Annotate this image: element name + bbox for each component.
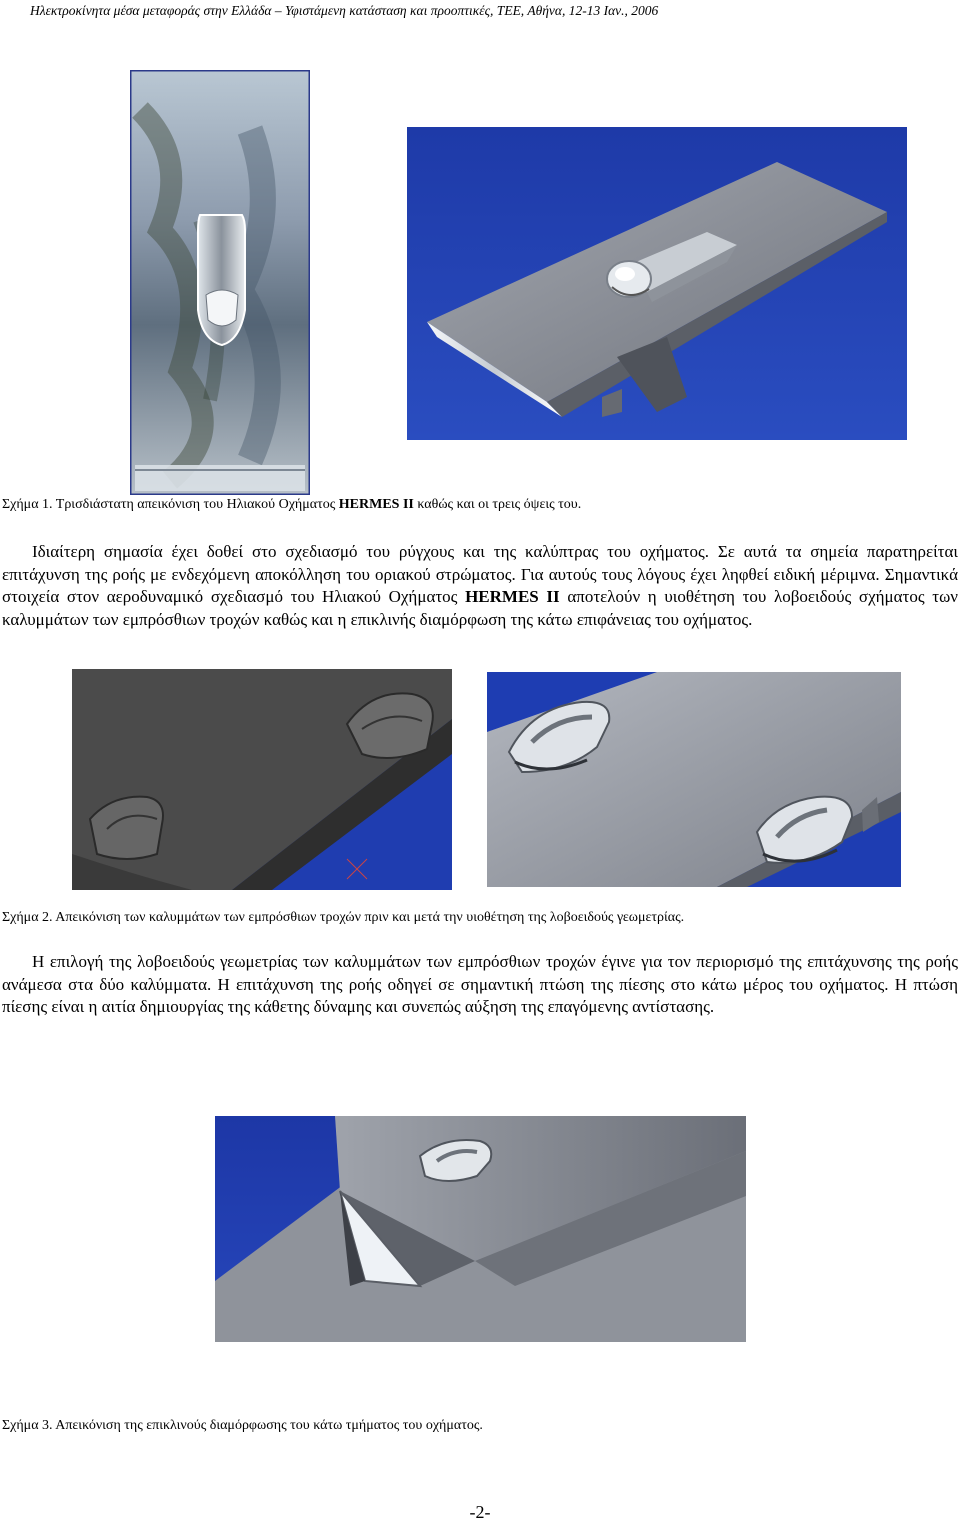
figure1-caption [2, 497, 581, 513]
figure1-caption-start: Σχήμα 1. Τρισδιάστατη απεικόνιση του Ηλιακού Οχήματος [2, 497, 339, 512]
paragraph1-vehicle-name: HERMES II [465, 587, 560, 606]
running-header: Ηλεκτροκίνητα μέσα μεταφοράς στην Ελλάδα – Υφιστάμενη κατάσταση και προοπτικές, ΤΕΕ, Αθήνα, 12-13 Ιαν., 2006 [30, 3, 659, 18]
figure1-isometric-render [407, 127, 907, 440]
figure1-top-view-image [130, 70, 310, 495]
figure1-caption-end: καθώς και οι τρεις όψεις του. [413, 497, 582, 512]
figure1-caption-vehicle-name: HERMES II [338, 497, 414, 512]
paragraph1-text-end: αποτελούν η υιοθέτηση του λοβοειδούς σχήματος των καλυμμάτων των εμπρόσθιων τροχών καθώς και η επικλινής διαμόρφωση της κάτω επιφάνειας του οχήματος. [2, 587, 958, 629]
paragraph1-text-start: Ιδιαίτερη σημασία έχει δοθεί στο σχεδιασμό του ρύγχους και της καλύπτρας του οχήματος. Σε αυτά τα σημεία παρατηρείται επιτάχυνση της ροής με ενδεχόμενη αποκόλληση του οριακού στρώματος. Για αυτούς τους λόγους έχει ληφθεί ειδική μέριμνα. Σημαντικά στοιχεία στον αεροδυναμικό σχεδιασμό του Ηλιακού Οχήματος [2, 542, 958, 606]
body-paragraph-1 [2, 541, 958, 631]
figure3-caption: Σχήμα 3. Απεικόνιση της επικλινούς διαμόρφωσης του κάτω τμήματος του οχήματος. [2, 1418, 483, 1433]
figure2-before-render [72, 669, 452, 890]
figure3-nose-render [215, 1116, 746, 1342]
figure2-caption: Σχήμα 2. Απεικόνιση των καλυμμάτων των εμπρόσθιων τροχών πριν και μετά την υιοθέτηση της λοβοειδούς γεωμετρίας. [2, 910, 685, 925]
body-paragraph-2: Η επιλογή της λοβοειδούς γεωμετρίας των καλυμμάτων των εμπρόσθιων τροχών έγινε για τον περιορισμό της επιτάχυνσης της ροής ανάμεσα στα δύο καλύμματα. Η επιτάχυνση της ροής οδηγεί σε σημαντική πτώση της πίεσης στο κάτω μέρος του οχήματος. Η πτώση πίεσης είναι η αιτία δημιουργίας της κάθετης δύναμης και συνεπώς αύξηση της επαγόμενης αντίστασης. [2, 952, 958, 1016]
figure2-after-render [487, 672, 901, 887]
page-number: -2- [469, 1502, 491, 1522]
